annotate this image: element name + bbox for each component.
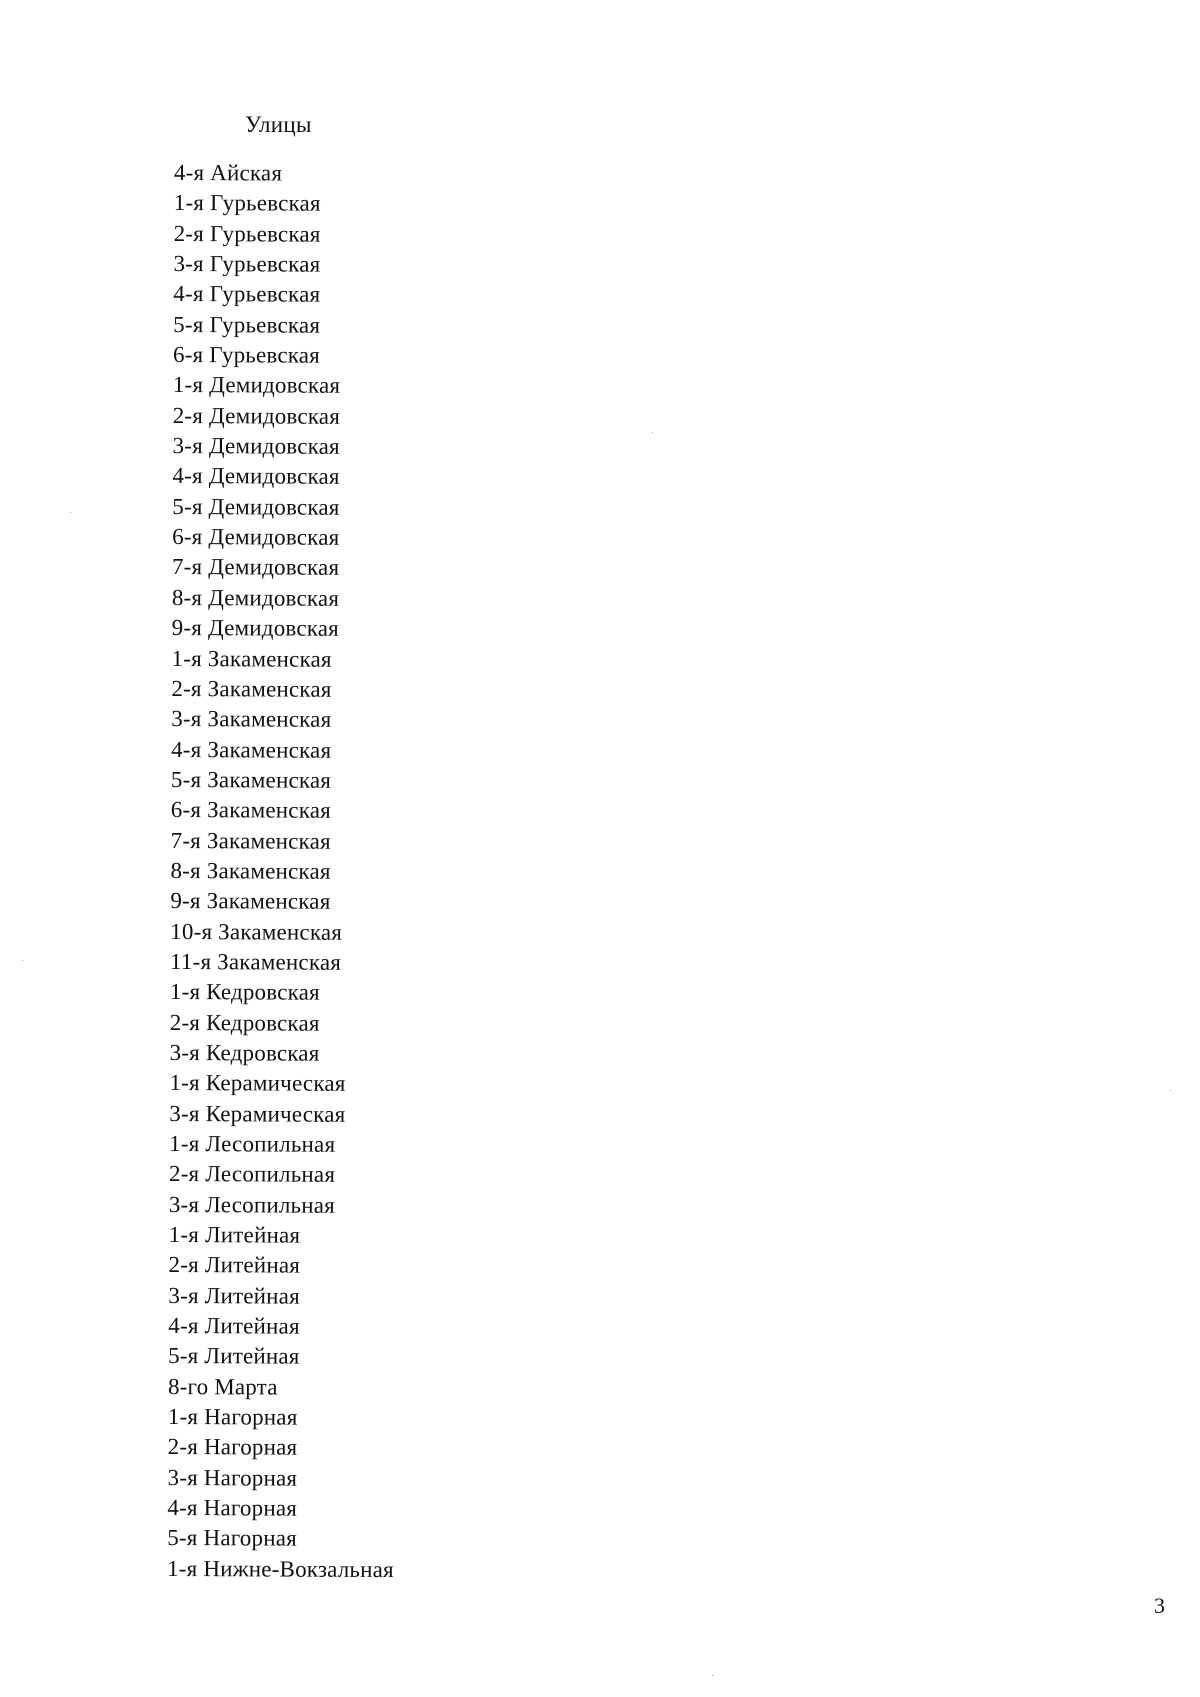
list-item: 8-го Марта — [167, 1373, 278, 1400]
list-item: 5-я Нагорная — [167, 1525, 297, 1552]
list-item: 1-я Демидовская — [172, 372, 341, 399]
list-item: 1-я Керамическая — [169, 1070, 346, 1097]
list-item: 9-я Закаменская — [170, 888, 331, 915]
list-item: 4-я Гурьевская — [173, 281, 321, 308]
scan-speck — [22, 960, 23, 961]
list-item: 1-я Лесопильная — [169, 1130, 336, 1157]
list-item: 10-я Закаменская — [170, 918, 343, 945]
list-item: 4-я Литейная — [168, 1313, 300, 1339]
list-item: 2-я Лесопильная — [168, 1161, 336, 1188]
list-item: 1-я Литейная — [168, 1222, 301, 1248]
list-item: 3-я Гурьевская — [173, 251, 321, 277]
list-item: 6-я Закаменская — [170, 797, 332, 823]
list-item: 5-я Гурьевская — [173, 311, 321, 338]
list-item: 2-я Нагорная — [167, 1434, 298, 1461]
list-item: 3-я Керамическая — [169, 1100, 346, 1127]
list-item: 6-я Демидовская — [172, 524, 340, 550]
list-item: 8-я Закаменская — [170, 857, 331, 884]
list-item: 1-я Гурьевская — [173, 190, 321, 217]
list-item: 4-я Айская — [173, 159, 283, 186]
list-item: 3-я Закаменская — [171, 706, 332, 732]
list-item: 4-я Нагорная — [167, 1495, 298, 1521]
list-item: 3-я Лесопильная — [168, 1191, 336, 1218]
list-item: 4-я Закаменская — [171, 736, 332, 763]
list-item: 5-я Литейная — [168, 1343, 300, 1370]
street-list — [167, 158, 401, 1585]
scan-speck — [1170, 1090, 1171, 1091]
list-item: 6-я Гурьевская — [172, 342, 321, 368]
list-item: 1-я Нагорная — [167, 1404, 298, 1430]
list-item: 11-я Закаменская — [170, 948, 342, 975]
list-item: 2-я Кедровская — [169, 1009, 320, 1036]
page-heading: Улицы — [245, 112, 312, 137]
page-number: 3 — [1154, 1593, 1165, 1618]
list-item: 2-я Демидовская — [172, 402, 341, 429]
list-item: 8-я Демидовская — [171, 584, 340, 611]
list-item: 5-я Демидовская — [172, 493, 340, 520]
list-item: 3-я Литейная — [168, 1282, 300, 1309]
list-item: 1-я Кедровская — [169, 979, 320, 1006]
scan-speck — [652, 432, 653, 433]
scan-speck — [70, 512, 71, 513]
list-item: 1-я Закаменская — [171, 645, 332, 672]
list-item: 3-я Кедровская — [169, 1039, 320, 1066]
list-item: 3-я Демидовская — [172, 433, 340, 459]
list-item: 9-я Демидовская — [171, 615, 340, 641]
list-item: 7-я Демидовская — [171, 554, 340, 581]
list-item: 2-я Гурьевская — [173, 220, 321, 247]
list-item: 7-я Закаменская — [170, 827, 331, 854]
scan-speck — [712, 1675, 713, 1676]
list-item: 4-я Демидовская — [172, 463, 340, 490]
list-item: 2-я Литейная — [168, 1252, 301, 1279]
list-item: 5-я Закаменская — [170, 766, 332, 793]
list-item: 3-я Нагорная — [167, 1464, 298, 1491]
list-item: 1-я Нижне-Вокзальная — [167, 1555, 394, 1582]
list-item: 2-я Закаменская — [171, 675, 332, 702]
